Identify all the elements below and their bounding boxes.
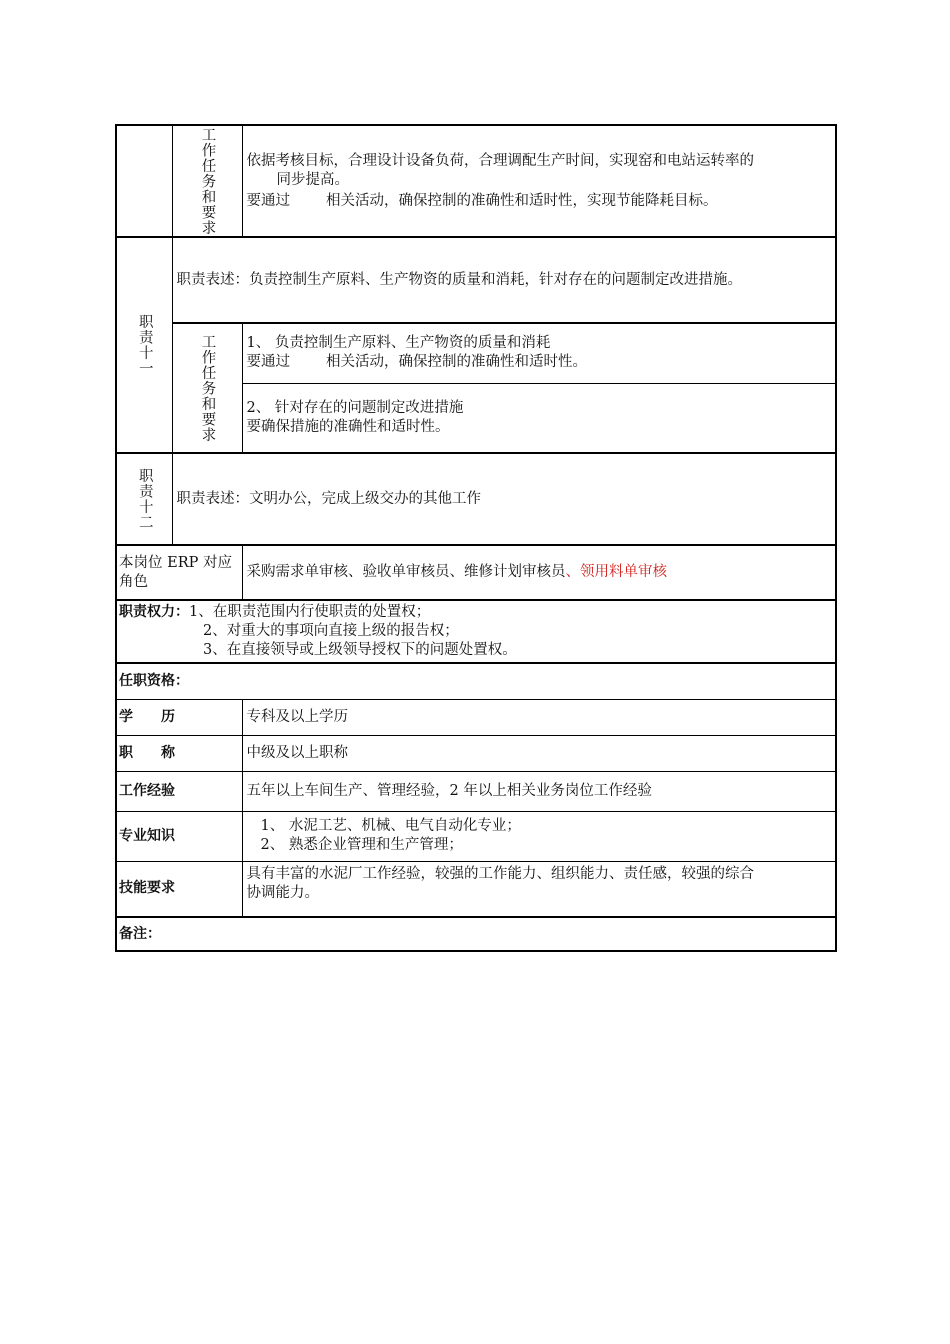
experience-label: 工作经验 [116, 771, 242, 811]
task-label-cell [172, 125, 242, 237]
skill-value [242, 861, 836, 917]
duty-label-empty [116, 125, 172, 237]
authority-title: 职责权力： [119, 604, 189, 620]
qualification-title: 任职资格： [116, 663, 836, 699]
duty12-label: 职责十二 [136, 468, 153, 530]
duty12-description: 职责表述：文明办公，完成上级交办的其他工作 [172, 453, 836, 545]
task-content [242, 125, 836, 237]
duty11-description: 职责表述：负责控制生产原料、生产物资的质量和消耗，针对存在的问题制定改进措施。 [172, 237, 836, 323]
duty11-task-label-cell [172, 323, 242, 453]
erp-roles: 采购需求单审核、验收单审核员、维修计划审核员 [246, 564, 566, 580]
erp-value [242, 545, 836, 600]
task-line: 2、 针对存在的问题制定改进措施 [246, 399, 464, 416]
skill-line: 具有丰富的水泥厂工作经验，较强的工作能力、组织能力、责任感，较强的综合 [246, 865, 754, 882]
title-label: 职 称 [116, 735, 242, 771]
duty11-task1 [242, 323, 836, 383]
authority-cell [116, 600, 836, 663]
skill-line: 协调能力。 [246, 884, 319, 901]
authority-item: 1、在职责范围内行使职责的处置权； [189, 604, 431, 620]
knowledge-label: 专业知识 [116, 811, 242, 861]
duty11-task2 [242, 383, 836, 453]
task-line: 同步提高。 [276, 171, 349, 188]
task-prefix: 要通过 [246, 192, 290, 209]
erp-label: 本岗位 ERP 对应角色 [116, 545, 242, 600]
education-label: 学 历 [116, 699, 242, 735]
erp-roles-highlight: 、领用料单审核 [565, 564, 667, 580]
task-prefix: 要通过 [246, 354, 290, 371]
education-value: 专科及以上学历 [242, 699, 836, 735]
title-value: 中级及以上职称 [242, 735, 836, 771]
remarks-title: 备注： [116, 917, 836, 951]
duty12-label-cell [116, 453, 172, 545]
task-prefix: 要确 [246, 418, 276, 435]
task-line: 相关活动，确保控制的准确性和适时性，实现节能降耗目标。 [326, 192, 718, 209]
task-line: 依据考核目标，合理设计设备负荷，合理调配生产时间，实现窑和电站运转率的 [246, 152, 754, 169]
knowledge-value [242, 811, 836, 861]
authority-item: 3、在直接领导或上级领导授权下的问题处置权。 [203, 642, 517, 658]
task-line: 相关活动，确保控制的准确性和适时性。 [326, 354, 587, 371]
authority-item: 2、对重大的事项向直接上级的报告权； [203, 623, 459, 639]
knowledge-item: 1、 水泥工艺、机械、电气自动化专业； [260, 818, 521, 834]
knowledge-item: 2、 熟悉企业管理和生产管理； [260, 837, 463, 853]
experience-value: 五年以上车间生产、管理经验，2 年以上相关业务岗位工作经验 [242, 771, 836, 811]
duty11-label: 职责十一 [136, 314, 153, 376]
task-line: 保措施的准确性和适时性。 [275, 418, 450, 435]
task-label: 工作任务和要求 [199, 126, 216, 236]
job-description-table [115, 124, 835, 952]
duty11-label-cell [116, 237, 172, 453]
task-line: 1、 负责控制生产原料、生产物资的质量和消耗 [246, 335, 551, 352]
task-label: 工作任务和要求 [199, 333, 216, 443]
skill-label: 技能要求 [116, 861, 242, 917]
